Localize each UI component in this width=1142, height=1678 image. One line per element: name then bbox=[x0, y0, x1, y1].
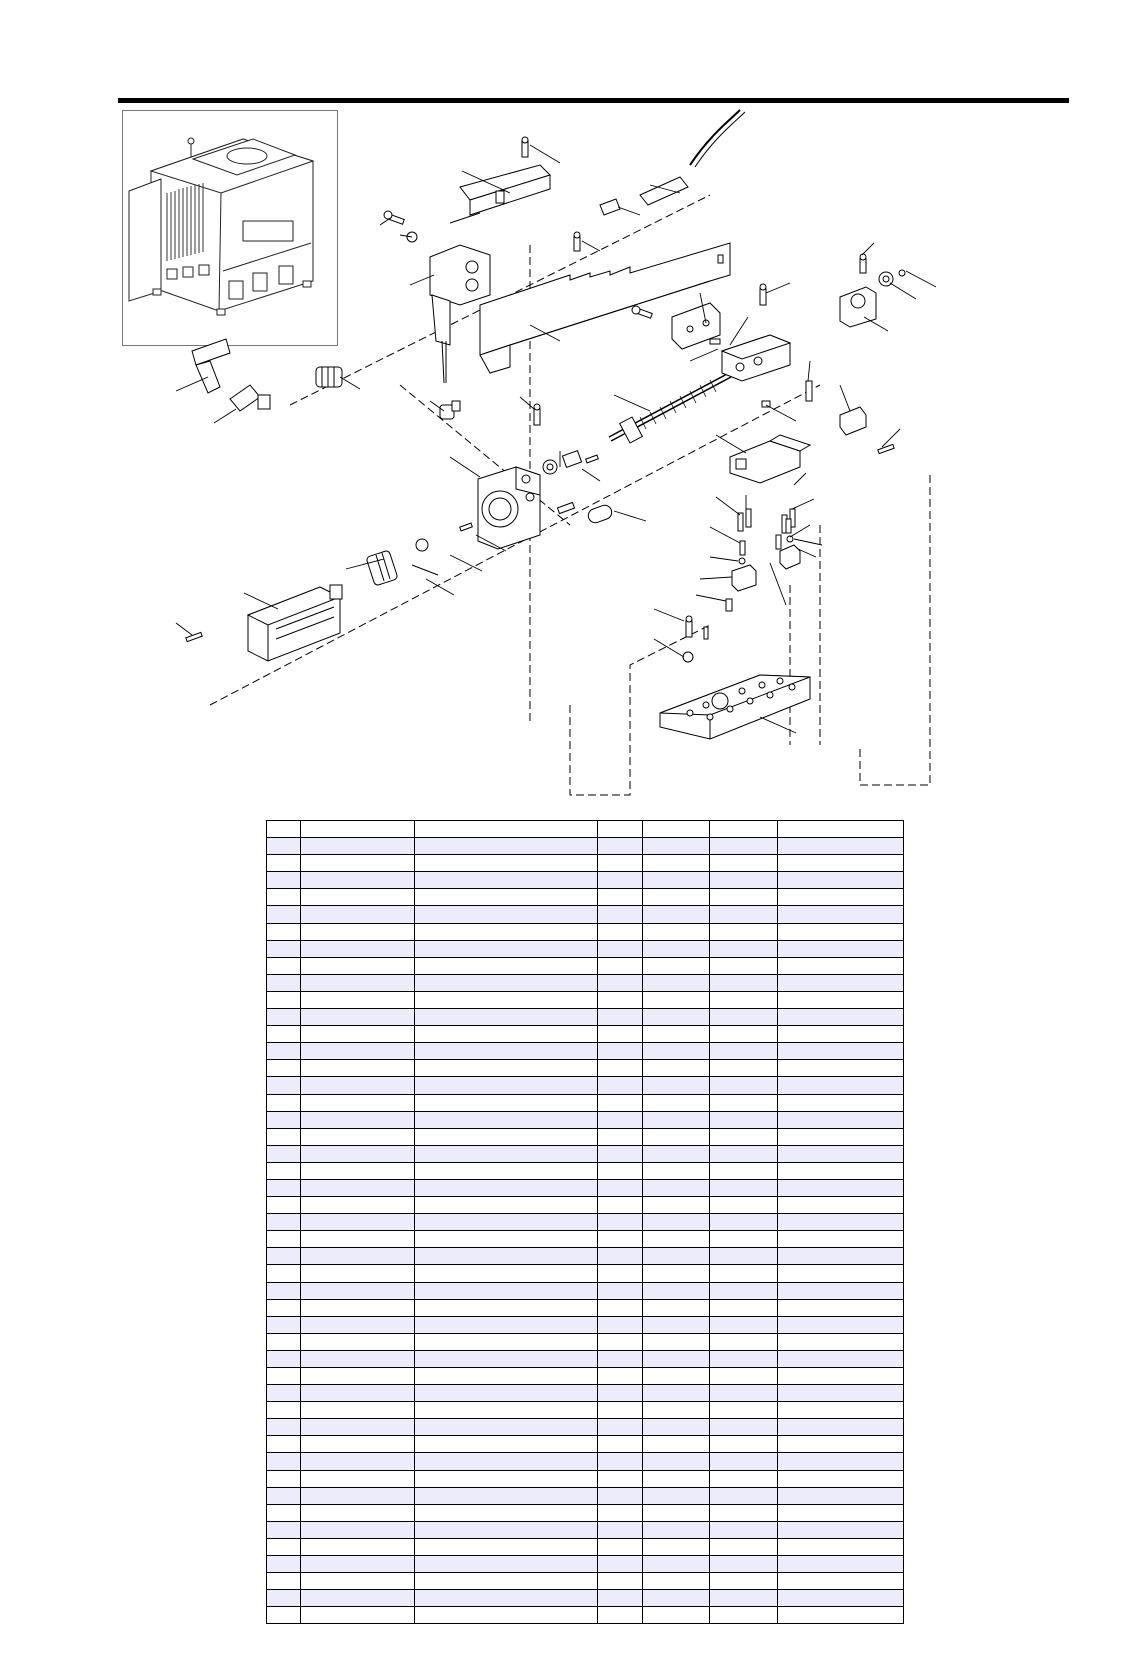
table-row bbox=[267, 1590, 904, 1607]
table-row bbox=[267, 940, 904, 957]
table-row bbox=[267, 1026, 904, 1043]
table-row bbox=[267, 1060, 904, 1077]
table-row bbox=[267, 1282, 904, 1299]
table-row bbox=[267, 1504, 904, 1521]
table-row bbox=[267, 1436, 904, 1453]
shaft-coupling bbox=[366, 550, 398, 586]
table-row bbox=[267, 1538, 904, 1555]
table-row bbox=[267, 1043, 904, 1060]
table-row bbox=[267, 1419, 904, 1436]
table-row bbox=[267, 1248, 904, 1265]
table-row bbox=[267, 1197, 904, 1214]
table-row bbox=[267, 872, 904, 889]
ball-screw bbox=[610, 375, 730, 443]
table-row bbox=[267, 1179, 904, 1196]
table-row bbox=[267, 1214, 904, 1231]
table-row bbox=[267, 855, 904, 872]
table-row bbox=[267, 1385, 904, 1402]
table-row bbox=[267, 1162, 904, 1179]
table-row bbox=[267, 838, 904, 855]
table-row bbox=[267, 1145, 904, 1162]
table-row bbox=[267, 1556, 904, 1573]
table-row bbox=[267, 1231, 904, 1248]
table-row bbox=[267, 1521, 904, 1538]
table-row bbox=[267, 923, 904, 940]
table-row bbox=[267, 1607, 904, 1624]
table-row bbox=[267, 1368, 904, 1385]
table-row bbox=[267, 1009, 904, 1026]
header-rule bbox=[118, 98, 1069, 103]
table-row bbox=[267, 991, 904, 1008]
table-row bbox=[267, 1077, 904, 1094]
table-row bbox=[267, 1111, 904, 1128]
coupling-nut bbox=[316, 367, 342, 387]
table-row bbox=[267, 1128, 904, 1145]
table-row bbox=[267, 1350, 904, 1367]
motor-housing bbox=[478, 467, 540, 549]
table-row bbox=[267, 1316, 904, 1333]
exploded-assembly-diagram bbox=[150, 105, 1050, 810]
table-row bbox=[267, 1265, 904, 1282]
table-row bbox=[267, 1573, 904, 1590]
table-row bbox=[267, 1402, 904, 1419]
table-row bbox=[267, 821, 904, 838]
table-row bbox=[267, 957, 904, 974]
table-row bbox=[267, 1299, 904, 1316]
linear-guide bbox=[730, 435, 810, 483]
sensor-connector bbox=[450, 165, 550, 223]
table-row bbox=[267, 1094, 904, 1111]
elbow-fitting bbox=[192, 339, 270, 411]
servo-motor bbox=[248, 585, 342, 661]
table-row bbox=[267, 1487, 904, 1504]
table-row bbox=[267, 889, 904, 906]
parts-list-table bbox=[266, 820, 904, 1624]
table-row bbox=[267, 1333, 904, 1350]
bracket-plate bbox=[480, 243, 730, 373]
table-row bbox=[267, 974, 904, 991]
table-row bbox=[267, 1470, 904, 1487]
table-row bbox=[267, 1453, 904, 1470]
table-row bbox=[267, 906, 904, 923]
